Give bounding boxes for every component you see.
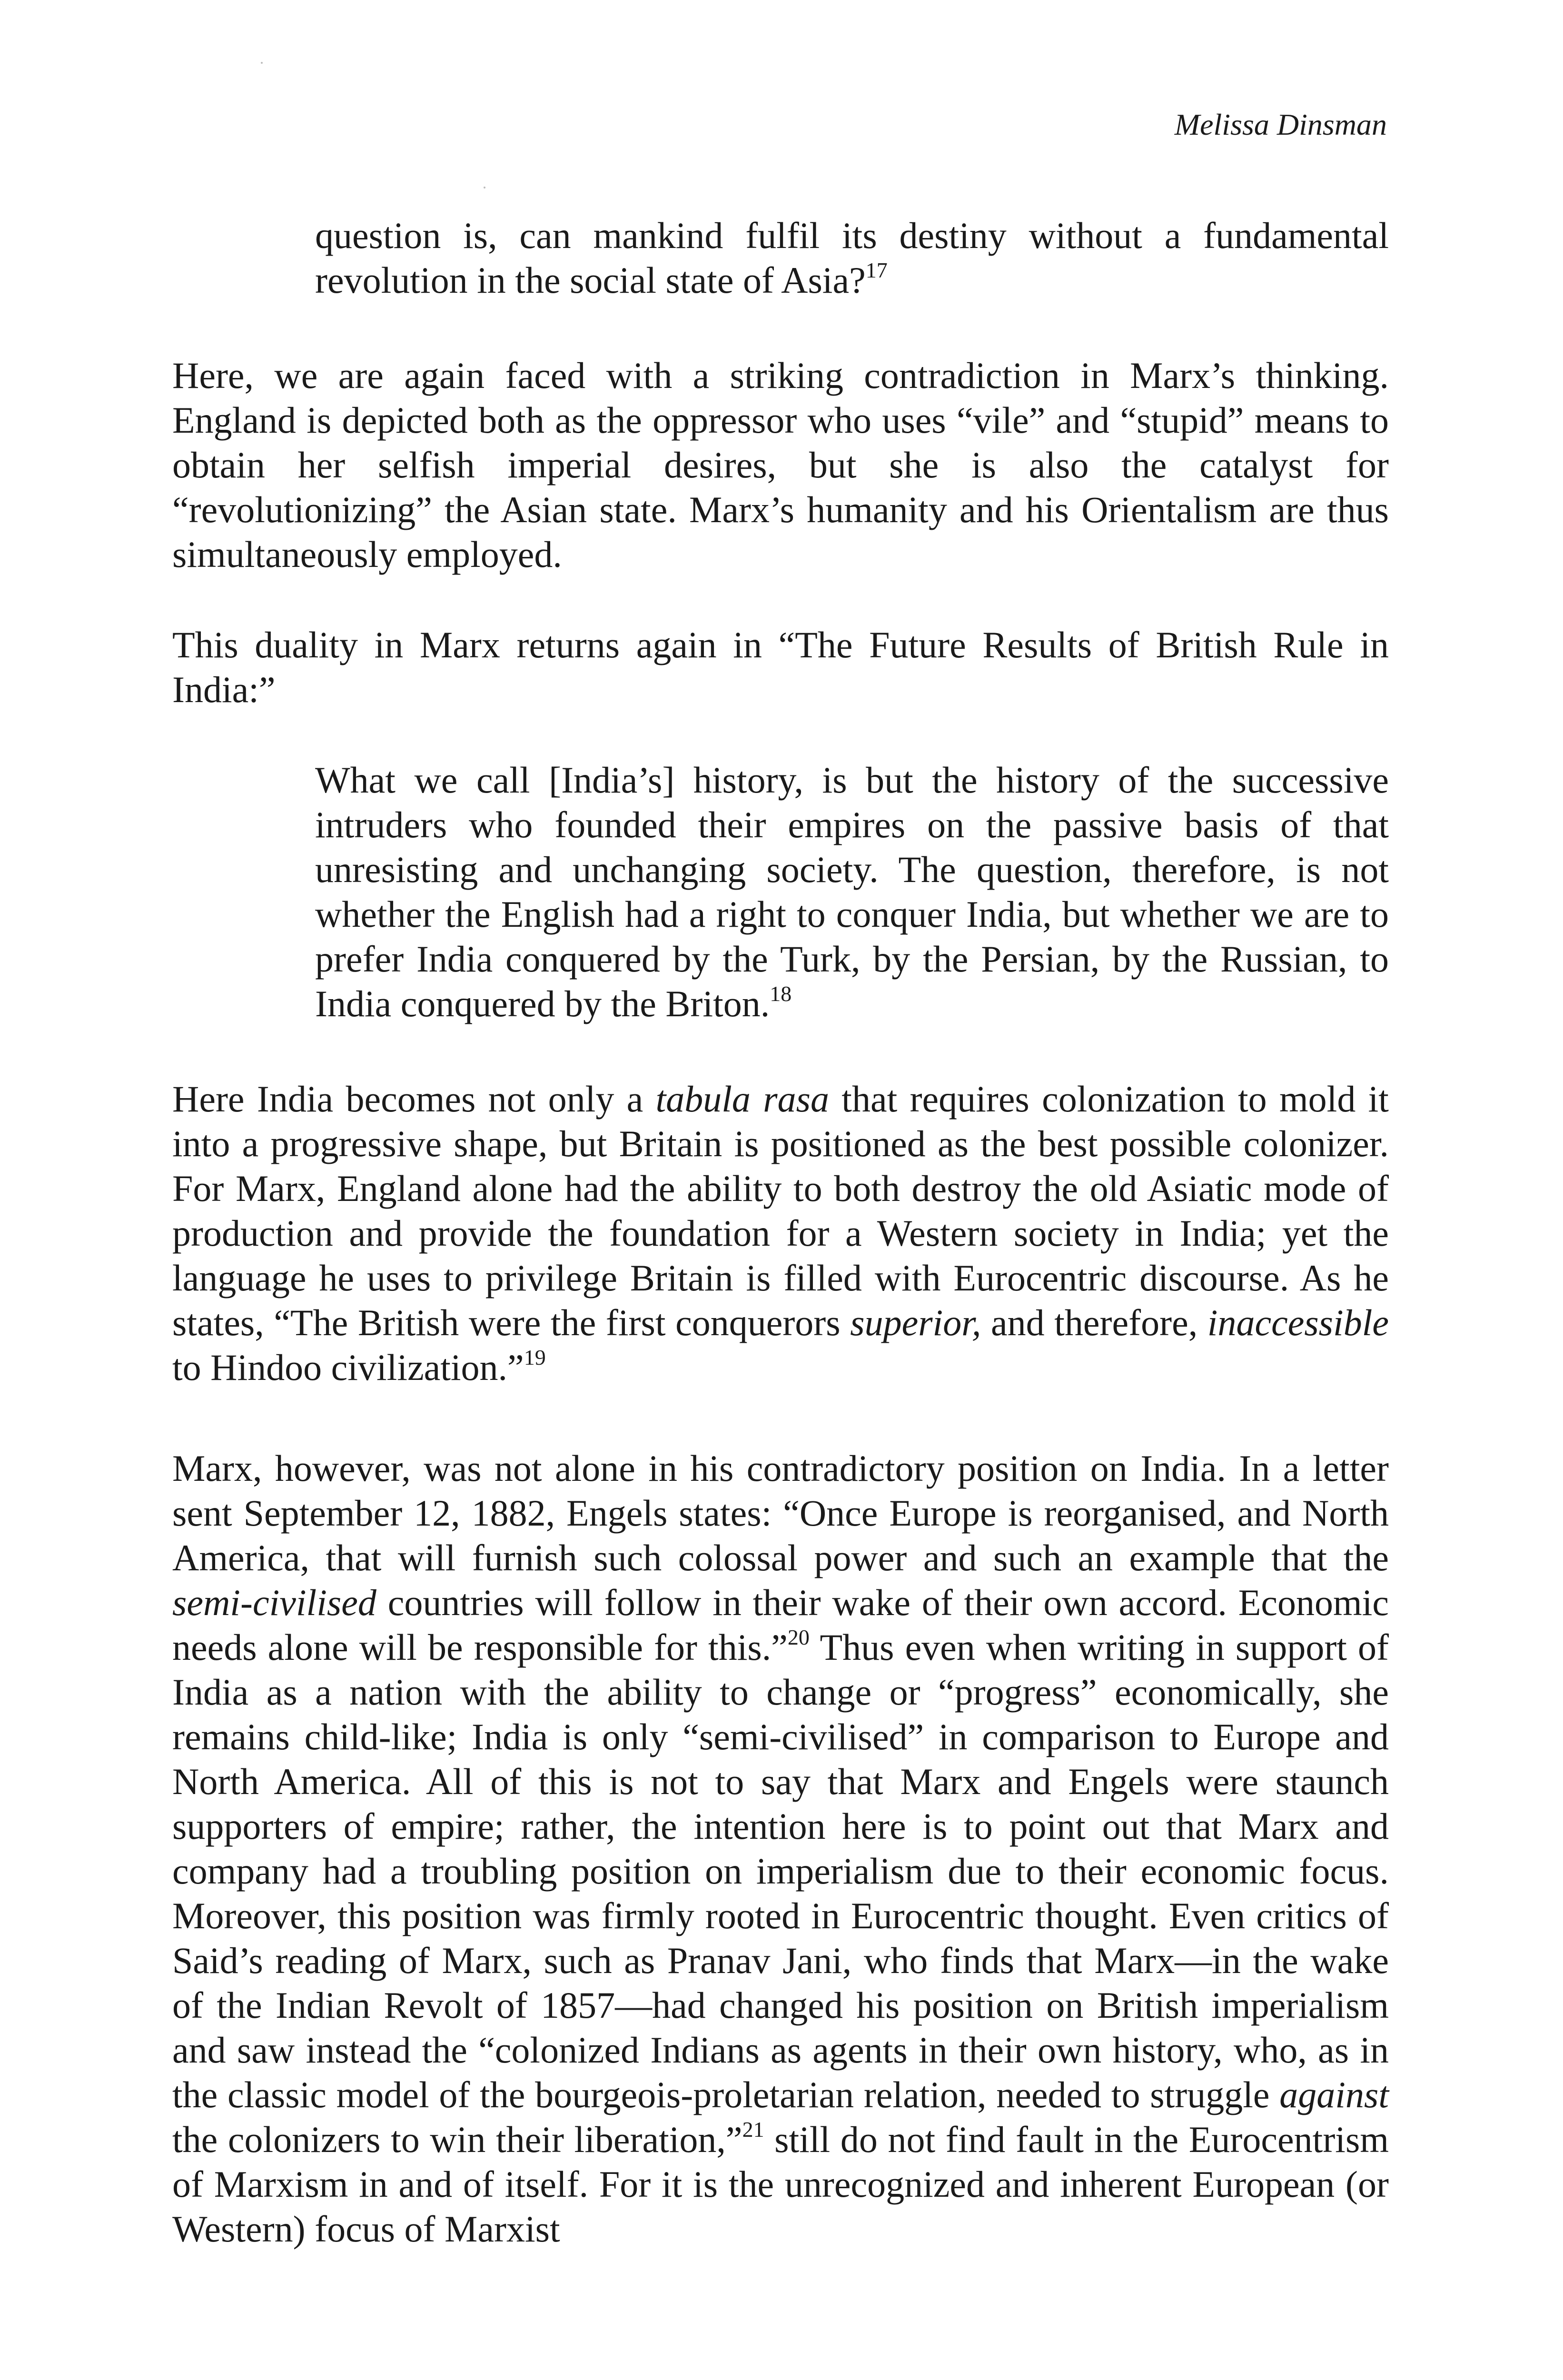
text-run: Thus even when writing in support of India as a nation with the ability to change or “progress” economically, she remains child-like; India is only “semi-civilised” in comparison to Europe and North America. All of this is not to say that Marx and Engels were staunch supporters of empire; rather, the intention here is to point out that Marx and company had a troubling position on imperialism due to their economic focus. Moreover, this position was firmly rooted in Eurocentric thought. Even critics of Said’s reading of Marx, such as Pranav Jani, who finds that Marx—in the wake of the Indian Revolt of 1857—had changed his position on British imperialism and saw instead the “colonized Indians as agents in their own history, who, as in the classic model of the bourgeois-proletarian relation, needed to struggle (172, 1626, 1389, 2115)
italic-text: tabula rasa (655, 1078, 829, 1120)
text-run: to Hindoo civilization.” (172, 1347, 524, 1388)
footnote-marker: 21 (742, 2117, 764, 2142)
paragraph (172, 1446, 1389, 2251)
text-run: the colonizers to win their liberation,” (172, 2119, 742, 2160)
italic-text: superior, (850, 1302, 981, 1343)
footnote-marker: 20 (787, 1625, 810, 1649)
text-run: This duality in Marx returns again in “The Future Results of British Rule in India:” (172, 624, 1389, 710)
text-run: What we call [India’s] history, is but the history of the successive intruders who founded their empires on the passive basis of that unresisting and unchanging society. The question, therefore, is not whether the English had a right to conquer India, but whether we are to prefer India conquered by the Turk, by the Persian, by the Russian, to India conquered by the Briton. (315, 759, 1389, 1024)
text-run: Here India becomes not only a (172, 1078, 656, 1120)
paragraph (172, 353, 1389, 577)
text-run: Marx, however, was not alone in his contradictory position on India. In a letter sent September 12, 1882, Engels states: “Once Europe is reorganised, and North America, that will furnish such colossal power and such an example that the (172, 1448, 1389, 1578)
italic-text: inaccessible (1207, 1302, 1389, 1343)
text-run: and therefore, (981, 1302, 1207, 1343)
italic-text: against (1279, 2074, 1389, 2115)
paragraph (172, 1077, 1389, 1390)
footnote-marker: 17 (865, 258, 888, 282)
text-run: Here, we are again faced with a striking contradiction in Marx’s thinking. England is depicted both as the oppressor who uses “vile” and “stupid” means to obtain her selfish imperial desires, but she is also the catalyst for “revolutionizing” the Asian state. Marx’s humanity and his Orientalism are thus simultaneously employed. (172, 355, 1389, 575)
block-quote (315, 758, 1389, 1026)
running-header-author: Melissa Dinsman (1174, 108, 1387, 141)
text-run: still do not find fault in the Eurocentrism of Marxism in and of itself. For it is the unrecognized and inherent European (or Western) focus of Marxist (172, 2119, 1389, 2250)
text-run: question is, can mankind fulfil its destiny without a fundamental revolution in the social state of Asia? (315, 215, 1389, 301)
body-text (172, 213, 1389, 2251)
text-run: that requires colonization to mold it into a progressive shape, but Britain is positioned as the best possible colonizer. For Marx, England alone had the ability to both destroy the old Asiatic mode of production and provide the foundation for a Western society in India; yet the language he uses to privilege Britain is filled with Eurocentric discourse. As he states, “The British were the first conquerors (172, 1078, 1389, 1343)
footnote-marker: 18 (770, 981, 792, 1006)
paragraph (172, 623, 1389, 712)
scan-speck (484, 187, 485, 188)
footnote-marker: 19 (524, 1345, 546, 1369)
scan-speck (261, 62, 263, 64)
italic-text: semi-civilised (172, 1582, 376, 1623)
block-quote (315, 213, 1389, 303)
text-run: countries will follow in their wake of their own accord. Economic needs alone will be responsible for this.” (172, 1582, 1389, 1668)
